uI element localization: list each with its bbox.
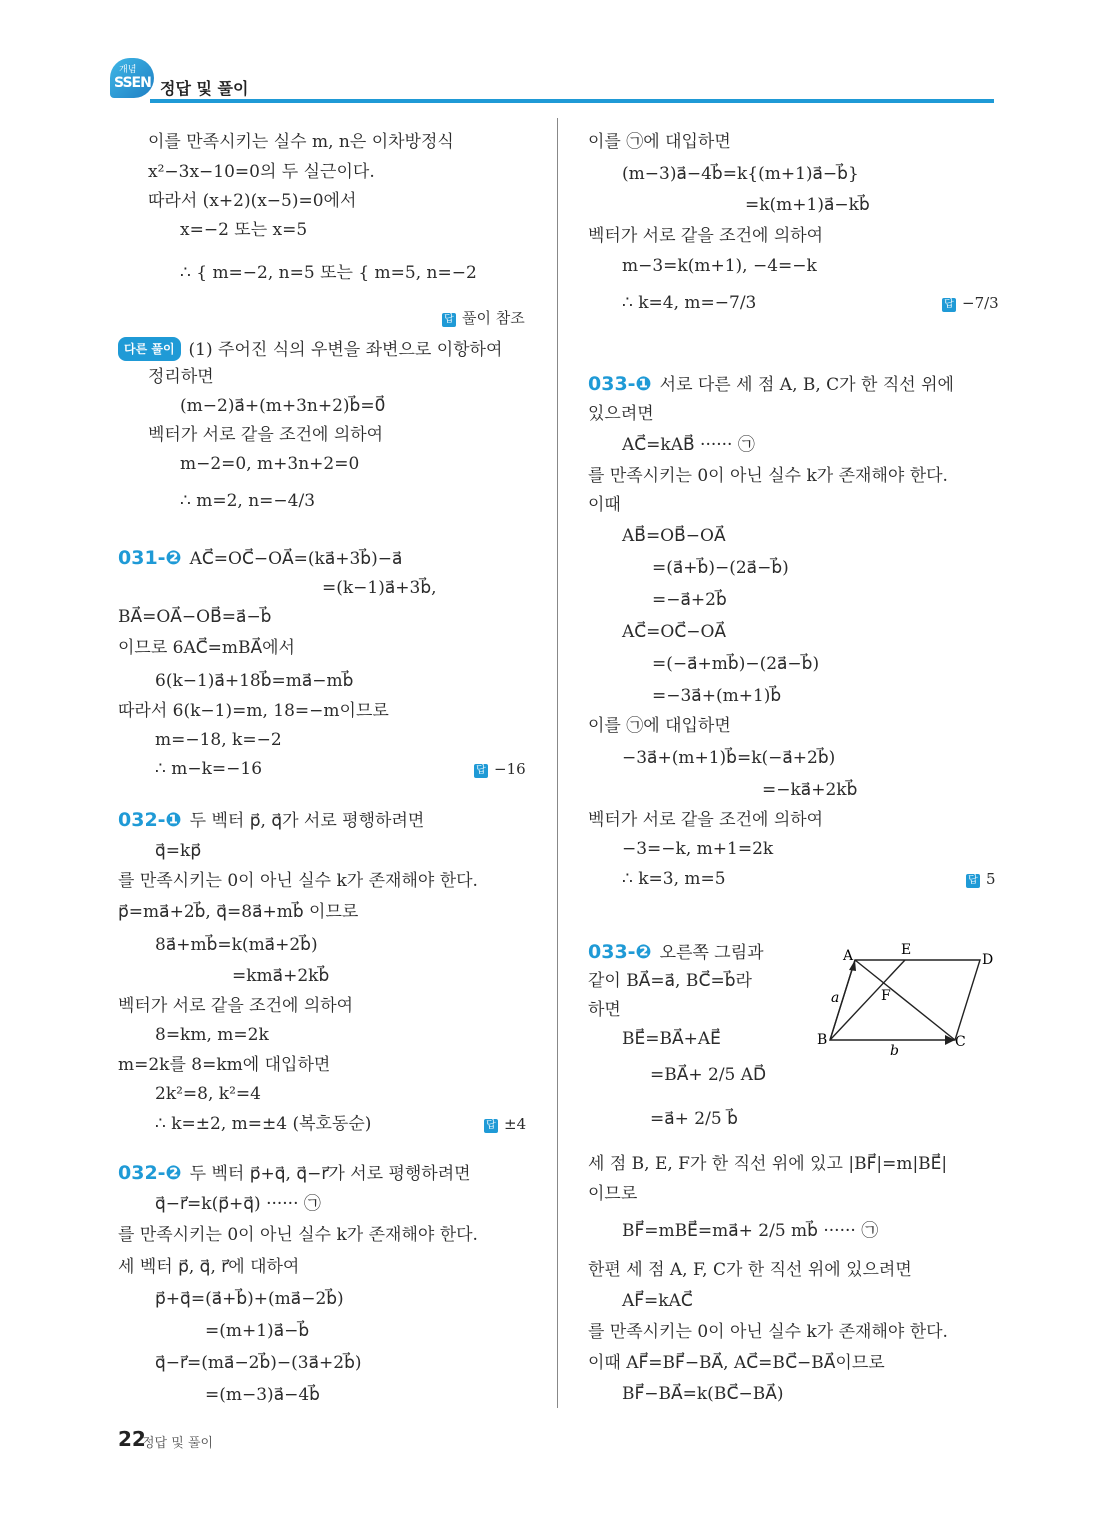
text-line: =−ka⃗+2kb⃗ xyxy=(762,780,858,800)
problem-number: 033-❷ xyxy=(588,941,652,963)
text-line: AC⃗=OC⃗−OA⃗ xyxy=(622,622,727,642)
text-line: m=−18, k=−2 xyxy=(155,730,282,750)
text-line: q⃗−r⃗=(ma⃗−2b⃗)−(3a⃗+2b⃗) xyxy=(155,1353,362,1373)
text-line: 따라서 (x+2)(x−5)=0에서 xyxy=(148,191,357,211)
problem-number: 032-❶ xyxy=(118,809,182,831)
text-line: m−2=0, m+3n+2=0 xyxy=(180,454,360,474)
page-header xyxy=(0,0,1114,110)
label-E: E xyxy=(901,942,912,958)
text-line: 이므로 xyxy=(588,1184,638,1204)
answer-mark: 답 xyxy=(942,298,956,312)
text-line: 벡터가 서로 같을 조건에 의하여 xyxy=(588,226,824,246)
text-line: 두 벡터 p⃗+q⃗, q⃗−r⃗가 서로 평행하려면 xyxy=(189,1164,471,1184)
problem-033-1 xyxy=(588,373,954,396)
other-solution xyxy=(118,337,502,361)
text-line: AB⃗=OB⃗−OA⃗ xyxy=(622,526,726,546)
text-line: 벡터가 서로 같을 조건에 의하여 xyxy=(148,425,384,445)
text-line: AF⃗=kAC⃗ xyxy=(622,1291,693,1311)
text-line: BE⃗=BA⃗+AE⃗ xyxy=(622,1029,721,1049)
text-line: 한편 세 점 A, F, C가 한 직선 위에 있으려면 xyxy=(588,1260,912,1280)
answer-mark: 답 xyxy=(442,313,456,327)
answer-text: 5 xyxy=(986,870,996,888)
text-line: 있으려면 xyxy=(588,404,654,424)
text-line: 하면 xyxy=(588,1000,621,1020)
text-line: 서로 다른 세 점 A, B, C가 한 직선 위에 xyxy=(659,375,954,395)
label-C: C xyxy=(955,1034,966,1050)
text-line: =(k−1)a⃗+3b⃗, xyxy=(322,578,437,598)
problem-number: 032-❷ xyxy=(118,1162,182,1184)
text-line: 6(k−1)a⃗+18b⃗=ma⃗−mb⃗ xyxy=(155,671,354,691)
problem-032-1 xyxy=(118,809,424,832)
text-line: ∴ k=±2, m=±4 (복호동순) xyxy=(155,1114,372,1134)
text-line: ∴ k=3, m=5 xyxy=(622,869,726,889)
parallelogram-figure xyxy=(815,940,1000,1055)
text-line: q⃗−r⃗=k(p⃗+q⃗) ······ ㉠ xyxy=(155,1194,321,1214)
text-line: 를 만족시키는 0이 아닌 실수 k가 존재해야 한다. xyxy=(588,1322,948,1342)
answer-box xyxy=(442,307,525,329)
column-divider xyxy=(557,118,558,1408)
text-line: =−3a⃗+(m+1)b⃗ xyxy=(652,686,782,706)
text-line: 세 벡터 p⃗, q⃗, r⃗에 대하여 xyxy=(118,1257,300,1277)
page-number: 22 xyxy=(118,1427,146,1451)
text-line: 이때 xyxy=(588,495,621,515)
text-line: AC⃗=kAB⃗ ······ ㉠ xyxy=(622,435,755,455)
text-line: =k(m+1)a⃗−kb⃗ xyxy=(745,195,870,215)
text-line: 를 만족시키는 0이 아닌 실수 k가 존재해야 한다. xyxy=(118,871,478,891)
text-line: =(−a⃗+mb⃗)−(2a⃗−b⃗) xyxy=(652,654,820,674)
text-line: (m−2)a⃗+(m+3n+2)b⃗=0⃗ xyxy=(180,396,386,416)
text-line: 벡터가 서로 같을 조건에 의하여 xyxy=(588,810,824,830)
text-line: ∴ m−k=−16 xyxy=(155,759,263,779)
text-line: 이므로 6AC⃗=mBA⃗에서 xyxy=(118,638,295,658)
text-line: =a⃗+ 2/5 b⃗ xyxy=(650,1109,738,1129)
text-line: AC⃗=OC⃗−OA⃗=(ka⃗+3b⃗)−a⃗ xyxy=(189,549,403,569)
text-line: x=−2 또는 x=5 xyxy=(180,220,308,240)
text-line: p⃗+q⃗=(a⃗+b⃗)+(ma⃗−2b⃗) xyxy=(155,1289,344,1309)
text-line: 이를 만족시키는 실수 m, n은 이차방정식 xyxy=(148,132,454,152)
text-line: 8=km, m=2k xyxy=(155,1025,269,1045)
text-line: x²−3x−10=0의 두 실근이다. xyxy=(148,162,375,182)
text-line: ∴ { m=−2, n=5 또는 { m=5, n=−2 xyxy=(180,263,477,283)
answer-box xyxy=(942,292,999,314)
header-rule xyxy=(150,99,994,103)
other-solution-tag: 다른 풀이 xyxy=(118,337,181,361)
text-line: BA⃗=OA⃗−OB⃗=a⃗−b⃗ xyxy=(118,607,272,627)
text-line: 두 벡터 p⃗, q⃗가 서로 평행하려면 xyxy=(189,811,425,831)
text-line: BF⃗−BA⃗=k(BC⃗−BA⃗) xyxy=(622,1384,784,1404)
text-line: 벡터가 서로 같을 조건에 의하여 xyxy=(118,996,354,1016)
text-line: m=2k를 8=km에 대입하면 xyxy=(118,1055,331,1075)
answer-box xyxy=(484,1113,526,1135)
logo-text-2: SSEN xyxy=(114,75,151,91)
segment-be xyxy=(830,960,905,1040)
text-line: 세 점 B, E, F가 한 직선 위에 있고 |BF⃗|=m|BE⃗| xyxy=(588,1154,948,1174)
text-line: 정리하면 xyxy=(148,367,214,387)
text-line: (m−3)a⃗−4b⃗=k{(m+1)a⃗−b⃗} xyxy=(622,164,859,184)
text-line: (1) 주어진 식의 우변을 좌변으로 이항하여 xyxy=(188,340,503,360)
text-line: =BA⃗+ 2/5 AD⃗ xyxy=(650,1065,767,1085)
problem-033-2 xyxy=(588,941,764,964)
text-line: 이때 AF⃗=BF⃗−BA⃗, AC⃗=BC⃗−BA⃗이므로 xyxy=(588,1353,885,1373)
answer-mark: 답 xyxy=(966,874,980,888)
text-line: 8a⃗+mb⃗=k(ma⃗+2b⃗) xyxy=(155,935,318,955)
label-A: A xyxy=(843,948,854,964)
text-line: ∴ k=4, m=−7/3 xyxy=(622,293,757,313)
text-line: =(m+1)a⃗−b⃗ xyxy=(205,1321,310,1341)
label-B: B xyxy=(817,1032,828,1048)
text-line: 이를 ㉠에 대입하면 xyxy=(588,132,731,152)
text-line: ∴ m=2, n=−4/3 xyxy=(180,491,316,511)
problem-031-2 xyxy=(118,547,402,570)
text-line: 를 만족시키는 0이 아닌 실수 k가 존재해야 한다. xyxy=(588,466,948,486)
answer-box xyxy=(966,868,996,890)
text-line: =kma⃗+2kb⃗ xyxy=(232,966,330,986)
text-line: =(a⃗+b⃗)−(2a⃗−b⃗) xyxy=(652,558,789,578)
text-line: −3a⃗+(m+1)b⃗=k(−a⃗+2b⃗) xyxy=(622,748,836,768)
text-line: =(m−3)a⃗−4b⃗ xyxy=(205,1385,320,1405)
text-line: 를 만족시키는 0이 아닌 실수 k가 존재해야 한다. xyxy=(118,1225,478,1245)
label-a: a xyxy=(831,990,840,1006)
text-line: p⃗=ma⃗+2b⃗, q⃗=8a⃗+mb⃗ 이므로 xyxy=(118,902,359,922)
answer-text: 풀이 참조 xyxy=(462,309,525,327)
text-line: 오른쪽 그림과 xyxy=(659,943,764,963)
brand-logo xyxy=(110,58,154,98)
text-line: q⃗=kp⃗ xyxy=(155,841,202,861)
answer-box xyxy=(474,758,526,780)
text-line: 이를 ㉠에 대입하면 xyxy=(588,716,731,736)
answer-text: ±4 xyxy=(504,1115,527,1133)
text-line: BF⃗=mBE⃗=ma⃗+ 2/5 mb⃗ ······ ㉠ xyxy=(622,1221,879,1241)
answer-mark: 답 xyxy=(484,1119,498,1133)
label-F: F xyxy=(881,988,891,1004)
problem-032-2 xyxy=(118,1162,471,1185)
text-line: 따라서 6(k−1)=m, 18=−m이므로 xyxy=(118,701,389,721)
text-line: 2k²=8, k²=4 xyxy=(155,1084,261,1104)
problem-number: 031-❷ xyxy=(118,547,182,569)
label-b: b xyxy=(890,1043,899,1055)
answer-text: −7/3 xyxy=(962,294,999,312)
label-D: D xyxy=(982,952,994,968)
answer-mark: 답 xyxy=(474,764,488,778)
problem-number: 033-❶ xyxy=(588,373,652,395)
text-line: −3=−k, m+1=2k xyxy=(622,839,774,859)
text-line: 같이 BA⃗=a⃗, BC⃗=b⃗라 xyxy=(588,971,752,991)
text-line: m−3=k(m+1), −4=−k xyxy=(622,256,817,276)
section-title: 정답 및 풀이 xyxy=(160,79,249,98)
diagonal-ac xyxy=(855,960,955,1040)
answer-text: −16 xyxy=(494,760,526,778)
footer-label: 정답 및 풀이 xyxy=(142,1436,214,1451)
text-line: =−a⃗+2b⃗ xyxy=(652,590,727,610)
logo-text-1: 개념 xyxy=(119,65,137,75)
